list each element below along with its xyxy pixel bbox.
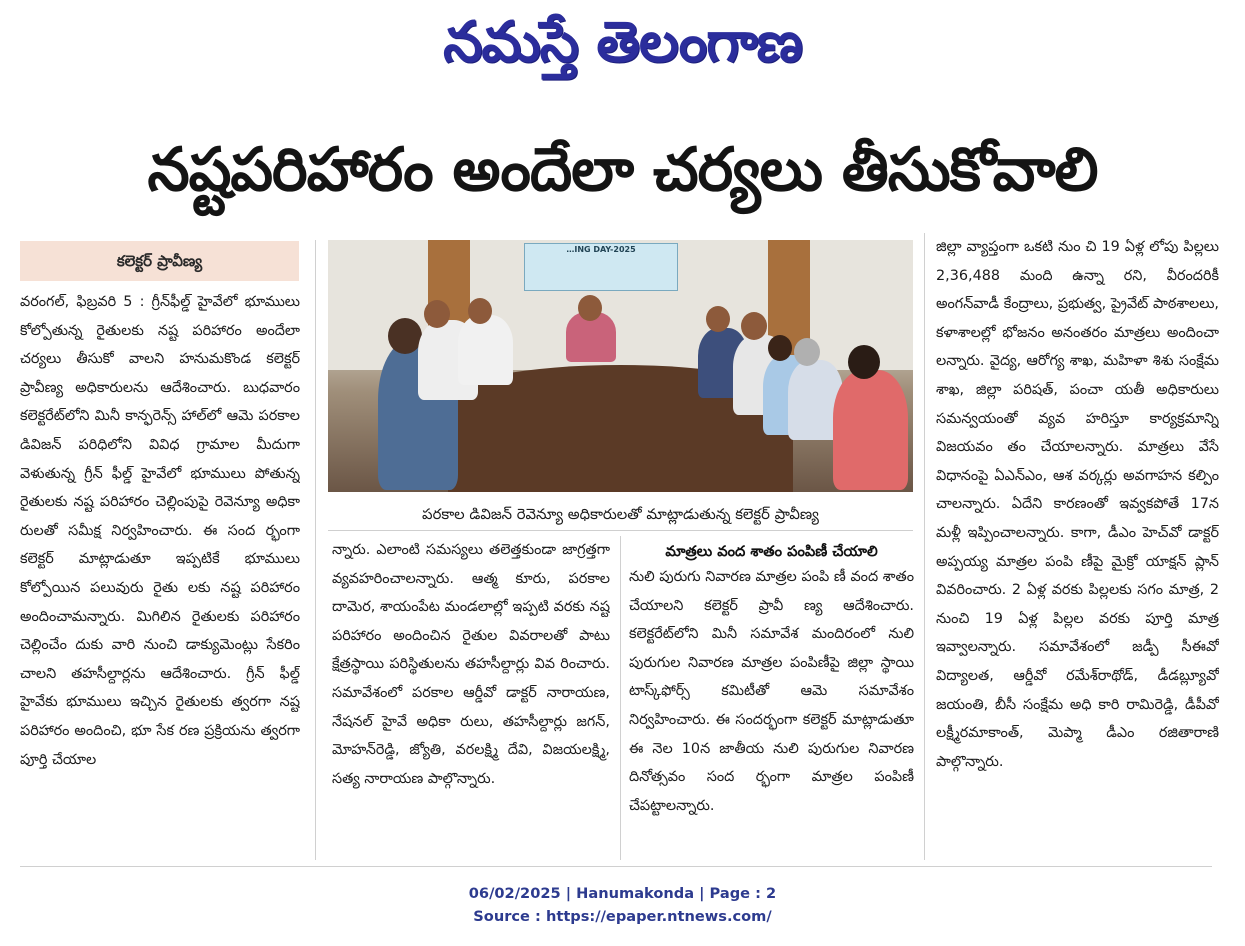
column-1-text: వరంగల్, ఫిబ్రవరి 5 : గ్రీన్‌ఫీల్డ్ హైవేలో భూములు కోల్పోతున్న రైతులకు నష్ట పరిహారం అందేలా చర్యలు తీసుకో వాలని హనుమకొండ కలెక్టర్ ప్రావీణ్య అధికారులను ఆదేశించారు. బుధవారం కలెక్టరేట్‌లోని మినీ కాన్ఫరెన్స్ హాల్‌లో ఆమె పరకాల డివిజన్ పరిధిలోని వివిధ గ్రామాల మీదుగా వెళుతున్న గ్రీన్ ఫీల్డ్ హైవేలో భూములు పోతున్న రైతులకు నష్ట పరిహారం చెల్లింపుపై రెవెన్యూ అధికా రులతో సమీక్ష నిర్వహించారు. ఈ సంద ర్భంగా కలెక్టర్ మాట్లాడుతూ ఇప్పటికే భూములు కోల్పోయిన పలువురు రైతు లకు నష్ట పరిహారం అందించామన్నారు. మిగిలిన రైతులకు పరిహారం చెల్లించేం దుకు వారి నుంచి డాక్యుమెంట్లు సేకరిం చాలని తహసీల్దార్లను ఆదేశించారు. గ్రీన్ ఫీల్డ్ హైవేకు భూములు ఇచ్చిన రైతులకు త్వరగా నష్ట పరిహారం అందించి, భూ సేక రణ ప్రక్రియను త్వరగా పూర్తి చేయాల xyxy=(20,294,300,768)
newspaper-masthead: నమస్తే తెలంగాణ xyxy=(443,10,802,75)
photo-banner-text: …ING DAY-2025 xyxy=(566,245,636,254)
person-right-4-head xyxy=(794,338,820,366)
footer-divider xyxy=(20,866,1212,867)
person-left-3 xyxy=(458,315,513,385)
article-column-4 xyxy=(936,233,1219,863)
person-right-front xyxy=(833,370,908,490)
person-left-3-head xyxy=(468,298,492,324)
article-headline: నష్టపరిహారం అందేలా చర్యలు తీసుకోవాలి xyxy=(147,135,1098,205)
article-column-2 xyxy=(332,536,610,863)
person-collector-head xyxy=(578,295,602,321)
article-byline: కలెక్టర్ ప్రావీణ్య xyxy=(20,241,299,281)
article-column-1 xyxy=(20,288,300,863)
column-3-text: నులి పురుగు నివారణ మాత్రల పంపి ణీ వంద శాతం చేయాలని కలెక్టర్ ప్రావీ ణ్య ఆదేశించారు. కలెక్టరేట్‌లోని మినీ సమావేశ మందిరంలో నులి పురుగుల నివారణ మాత్రల పంపిణీపై జిల్లా స్థాయి టాస్క్‌ఫోర్స్ కమిటీతో ఆమె సమావేశం నిర్వహించారు. ఈ సందర్భంగా కలెక్టర్ మాట్లాడుతూ ఈ నెల 10న జాతీయ నులి పురుగుల నివారణ దినోత్సవం సంద ర్భంగా మాత్రల పంపిణీ చేపట్టాలన్నారు. xyxy=(629,569,914,814)
article-column-3 xyxy=(629,563,914,863)
column-divider-2 xyxy=(620,536,621,860)
person-right-1-head xyxy=(706,306,730,332)
person-right-2-head xyxy=(741,312,767,340)
source-link[interactable]: Source : https://epaper.ntnews.com/ xyxy=(473,908,772,925)
column-divider-1 xyxy=(315,240,316,860)
person-left-front-head xyxy=(388,318,422,354)
column-2-text: న్నారు. ఎలాంటి సమస్యలు తలెత్తకుండా జాగ్రత్తగా వ్యవహరించాలన్నారు. ఆత్మ కూరు, పరకాల దామెర, శాయంపేట మండలాల్లో ఇప్పటి వరకు నష్ట పరిహారం అందించిన రైతుల వివరాలతో పాటు క్షేత్రస్థాయి పరిస్థితులను తహసీల్దార్లు వివ రించారు. సమావేశంలో పరకాల ఆర్డీవో డాక్టర్ నారాయణ, నేషనల్ హైవే అధికా రులు, తహసీల్దార్లు జగన్, మోహన్‌రెడ్డి, జ్యోతి, వరలక్ష్మి దేవి, విజయలక్ష్మి, సత్య నారాయణ పాల్గొన్నారు. xyxy=(332,542,610,787)
column-divider-3 xyxy=(924,233,925,860)
meeting-photo xyxy=(328,240,913,492)
person-left-2-head xyxy=(424,300,450,328)
edition-info: 06/02/2025 | Hanumakonda | Page : 2 xyxy=(468,885,777,902)
section-subhead: మాత్రలు వంద శాతం పంపిణీ చేయాలి xyxy=(665,543,878,560)
photo-banner xyxy=(524,243,678,291)
column-4-text: జిల్లా వ్యాప్తంగా ఒకటి నుం చి 19 ఏళ్ల లోపు పిల్లలు 2,36,488 మంది ఉన్నా రని, వీరందరికీ అంగన్‌వాడీ కేంద్రాలు, ప్రభుత్వ, ప్రైవేట్ పాఠశాలలు, కళాశాలల్లో భోజనం అనంతరం మాత్రలు అందించా లన్నారు. వైద్య, ఆరోగ్య శాఖ, మహిళా శిశు సంక్షేమ శాఖ, జిల్లా పరిషత్, పంచా యతీ అధికారులు సమన్వయంతో వ్యవ హరిస్తూ కార్యక్రమాన్ని విజయవం తం చేయాలన్నారు. మాత్రలు వేసే విధానంపై ఏఎన్ఎం, ఆశ వర్కర్లు అవగాహన కల్పిం చాలన్నారు. ఏదేని కారణంతో ఇవ్వకపోతే 17న మళ్లీ ఇప్పించాలన్నారు. కాగా, డీఎం హెచ్‌వో డాక్టర్ అప్పయ్య మాత్రల పంపి ణీపై మైక్రో యాక్షన్ ప్లాన్ వివరించారు. 2 ఏళ్ల వరకు పిల్లలకు సగం మాత్ర, 2 నుంచి 19 ఏళ్ల పిల్లల వరకు పూర్తి మాత్ర ఇవ్వాలన్నారు. సమావేశంలో జడ్పీ సీఈవో విద్యాలత, ఆర్డీవో రమేశ్‌రాథోడ్, డీడబ్ల్యూవో జయంతి, బీసీ సంక్షేమ అధి కారి రామిరెడ్డి, డీపీవో లక్ష్మీరమాకాంత్, మెప్మా డీఎం రజితారాణి పాల్గొన్నారు. xyxy=(936,239,1219,770)
person-right-front-head xyxy=(848,345,880,379)
photo-caption: పరకాల డివిజన్ రెవెన్యూ అధికారులతో మాట్లాడుతున్న కలెక్టర్ ప్రావీణ్య xyxy=(328,500,913,531)
person-right-3-head xyxy=(768,335,792,361)
